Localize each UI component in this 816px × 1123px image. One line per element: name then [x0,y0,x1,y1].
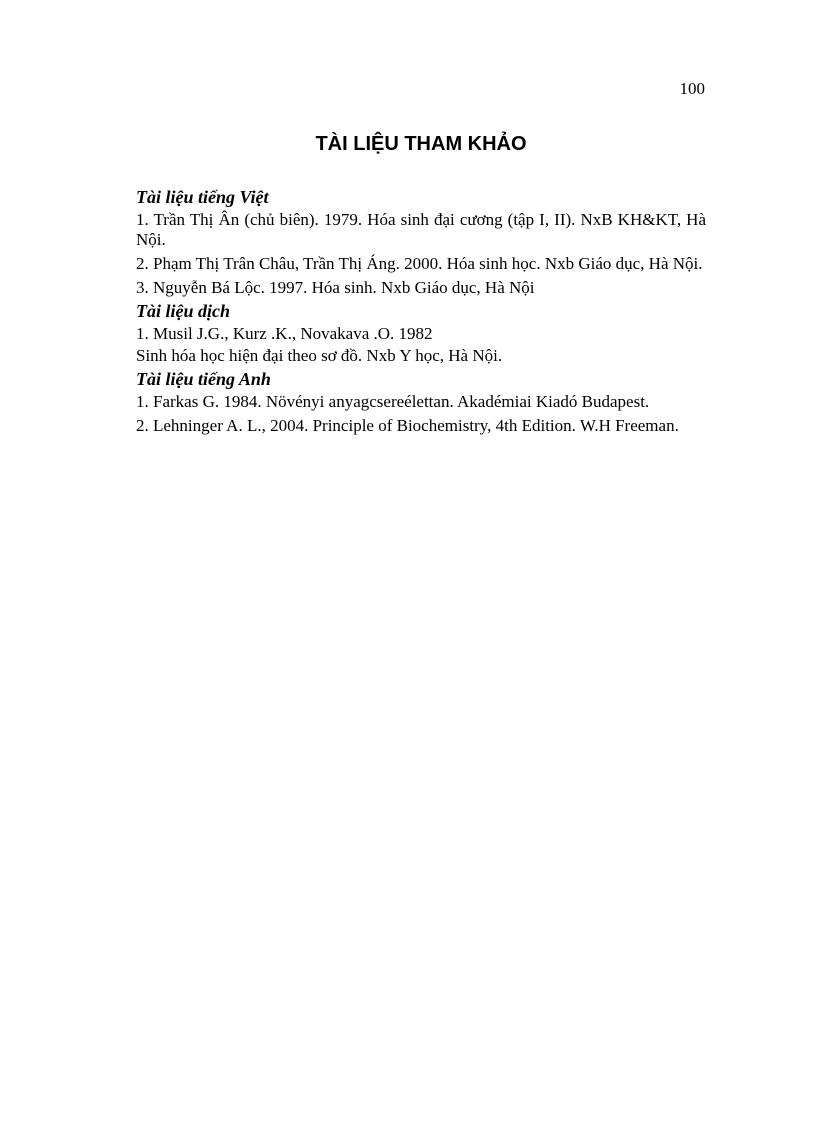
reference-item: 1. Musil J.G., Kurz .K., Novakava .O. 1982 [136,324,433,343]
reference-item: 1. Farkas G. 1984. Növényi anyagcsereélettan. Akadémiai Kiadó Budapest. [136,392,650,411]
reference-item: 2. Phạm Thị Trân Châu, Trần Thị Áng. 2000. Hóa sinh học. Nxb Giáo dục, Hà Nội. [136,254,703,273]
reference-list [136,186,706,440]
reference-item: 1. Trần Thị Ân (chủ biên). 1979. Hóa sinh đại cương (tập I, II). NxB KH&KT, Hà Nội. [136,210,706,249]
page-number: 100 [679,79,705,98]
section-heading-translated: Tài liệu dịch [136,301,230,321]
reference-item: 3. Nguyễn Bá Lộc. 1997. Hóa sinh. Nxb Giáo dục, Hà Nội [136,278,535,297]
page-title: TÀI LIỆU THAM KHẢO [315,133,527,155]
reference-item: 2. Lehninger A. L., 2004. Principle of Biochemistry, 4th Edition. W.H Freeman. [136,416,679,435]
section-heading-vietnamese: Tài liệu tiếng Việt [136,187,269,207]
section-heading-english: Tài liệu tiếng Anh [136,369,271,389]
reference-item: Sinh hóa học hiện đại theo sơ đồ. Nxb Y học, Hà Nội. [136,346,503,365]
